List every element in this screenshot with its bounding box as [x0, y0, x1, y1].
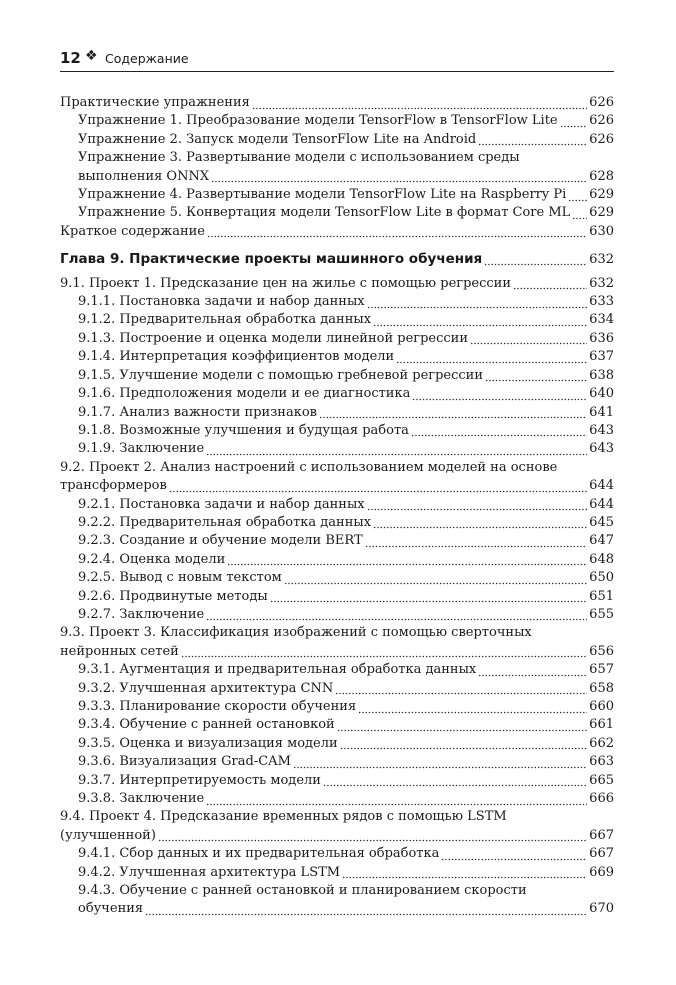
toc-entry[interactable]	[60, 311, 614, 329]
toc-entry-title: 9.2. Проект 2. Анализ настроений с использованием моделей на основе	[60, 459, 558, 475]
toc-entry[interactable]	[60, 149, 614, 186]
toc-entry-title: Глава 9. Практические проекты машинного обучения	[60, 251, 483, 268]
dot-leader	[513, 275, 587, 293]
toc-page-number: 658	[589, 680, 614, 696]
dot-leader	[284, 569, 587, 587]
toc-entry-title: 9.2.4. Оценка модели	[78, 551, 226, 567]
dot-leader	[478, 661, 587, 679]
toc-entry-line	[78, 204, 614, 222]
toc-page-number: 641	[589, 404, 614, 420]
toc-entry[interactable]	[60, 422, 614, 440]
toc-page-number: 656	[589, 643, 614, 659]
toc-entry[interactable]	[60, 404, 614, 422]
toc-entry[interactable]	[60, 94, 614, 112]
dot-leader	[441, 845, 587, 863]
toc-entry-line	[78, 404, 614, 422]
toc-entry-line	[78, 698, 614, 716]
toc-entry-line	[60, 827, 614, 845]
toc-page-number: 644	[589, 496, 614, 512]
dot-leader	[323, 772, 587, 790]
toc-entry-title: 9.3. Проект 3. Классификация изображений с помощью сверточных	[60, 625, 532, 641]
toc-entry-line	[60, 808, 614, 826]
toc-entry-line	[78, 753, 614, 771]
toc-entry-line	[78, 168, 614, 186]
dot-leader	[337, 716, 587, 734]
toc-entry-title: 9.4.3. Обучение с ранней остановкой и планированием скорости	[78, 883, 527, 899]
toc-page-number: 670	[589, 901, 614, 917]
toc-entry-line	[78, 311, 614, 329]
toc-page-number: 637	[589, 349, 614, 365]
dot-leader	[485, 367, 587, 385]
toc-page-number: 636	[589, 330, 614, 346]
toc-entry-title: Краткое содержание	[60, 223, 205, 239]
toc-entry-line	[78, 606, 614, 624]
toc-entry[interactable]	[60, 735, 614, 753]
toc-entry-line	[78, 348, 614, 366]
toc-entry[interactable]	[60, 514, 614, 532]
toc-entry-title: Упражнение 5. Конвертация модели TensorFlow Lite в формат Core ML	[78, 205, 571, 221]
toc-entry[interactable]	[60, 882, 614, 919]
toc-entry-line	[78, 514, 614, 532]
dot-leader	[270, 588, 588, 606]
toc-entry-line	[78, 882, 614, 900]
toc-page-number: 667	[589, 827, 614, 843]
dot-leader	[181, 643, 587, 661]
toc-entry-line	[78, 735, 614, 753]
toc-entry-title: Практические упражнения	[60, 95, 250, 110]
toc-page-number: 645	[589, 514, 614, 530]
toc-entry-line	[78, 661, 614, 679]
toc-entry-line	[78, 551, 614, 569]
toc-entry-line	[78, 864, 614, 882]
dot-leader	[367, 293, 588, 311]
running-header	[60, 45, 614, 72]
toc-entry-title: 9.1.5. Улучшение модели с помощью гребневой регрессии	[78, 367, 484, 383]
toc-page-number: 648	[589, 551, 614, 567]
dot-leader	[207, 223, 587, 241]
toc-entry-title: трансформеров	[60, 478, 167, 494]
toc-entry-title: 9.2.5. Вывод с новым текстом	[78, 570, 282, 586]
dot-leader	[342, 864, 587, 882]
table-of-contents	[60, 94, 614, 919]
toc-entry-line	[78, 131, 614, 149]
toc-entry-line	[78, 330, 614, 348]
toc-page-number: 643	[589, 441, 614, 457]
dot-leader	[335, 680, 587, 698]
toc-entry-title: 9.1. Проект 1. Предсказание цен на жилье с помощью регрессии	[60, 275, 511, 291]
toc-entry-title: 9.3.5. Оценка и визуализация модели	[78, 735, 338, 751]
toc-entry-title: обучения	[78, 901, 144, 917]
dot-leader	[206, 790, 587, 808]
toc-page-number: 640	[589, 386, 614, 402]
toc-page-number: 655	[589, 606, 614, 622]
toc-entry[interactable]	[60, 112, 614, 130]
toc-entry-title: выполнения ONNX	[78, 168, 210, 184]
toc-entry[interactable]	[60, 440, 614, 458]
toc-entry-title: 9.4. Проект 4. Предсказание временных рядов с помощью LSTM	[60, 809, 507, 825]
toc-entry-line	[78, 367, 614, 385]
dot-leader	[373, 311, 587, 329]
toc-entry-line	[78, 845, 614, 863]
toc-entry-title: 9.1.6. Предположения модели и ее диагностика	[78, 386, 411, 402]
toc-entry-title: 9.2.1. Постановка задачи и набор данных	[78, 496, 365, 512]
toc-page-number: 638	[589, 367, 614, 383]
toc-entry-line	[78, 149, 614, 167]
dot-leader	[365, 532, 588, 550]
toc-entry-title: 9.3.3. Планирование скорости обучения	[78, 699, 357, 714]
toc-entry-line	[78, 790, 614, 808]
toc-entry-title: (улучшенной)	[60, 827, 156, 843]
dot-leader	[572, 204, 587, 222]
chapter-heading[interactable]	[60, 250, 614, 269]
toc-page-number: 650	[589, 570, 614, 586]
toc-page-number: 663	[589, 754, 614, 770]
toc-entry[interactable]	[60, 606, 614, 624]
toc-page-number: 629	[589, 187, 614, 203]
dot-leader	[158, 827, 587, 845]
toc-entry[interactable]	[60, 348, 614, 366]
toc-page-number: 634	[589, 312, 614, 328]
toc-page-number: 626	[589, 113, 614, 129]
toc-entry-title: 9.2.3. Создание и обучение модели BERT	[78, 533, 363, 549]
dot-leader	[484, 250, 587, 269]
toc-entry-title: 9.2.7. Заключение	[78, 606, 205, 622]
toc-entry-title: 9.3.2. Улучшенная архитектура CNN	[78, 680, 334, 696]
toc-entry-title: Упражнение 4. Развертывание модели TensorFlow Lite на Raspberry Pi	[78, 187, 567, 203]
toc-entry-line	[78, 532, 614, 550]
toc-entry-line	[78, 385, 614, 403]
toc-entry[interactable]	[60, 698, 614, 716]
dot-leader	[568, 186, 587, 204]
toc-entry-line	[60, 459, 614, 477]
toc-page-number: 628	[589, 168, 614, 184]
toc-entry-line	[60, 250, 614, 269]
toc-entry-title: 9.4.1. Сбор данных и их предварительная обработка	[78, 846, 440, 862]
page-number: 12	[60, 49, 81, 67]
toc-entry-title: Упражнение 1. Преобразование модели TensorFlow в TensorFlow Lite	[78, 113, 558, 129]
toc-entry-line	[60, 94, 614, 112]
toc-entry-line	[78, 293, 614, 311]
toc-entry-line	[78, 716, 614, 734]
dot-leader	[145, 900, 587, 918]
dot-leader	[227, 551, 587, 569]
toc-entry[interactable]	[60, 459, 614, 496]
toc-entry-line	[78, 422, 614, 440]
toc-entry-title: 9.1.1. Постановка задачи и набор данных	[78, 294, 365, 310]
toc-entry[interactable]	[60, 275, 614, 293]
toc-page-number: 666	[589, 791, 614, 807]
dot-leader	[367, 496, 588, 514]
toc-entry[interactable]	[60, 753, 614, 771]
toc-entry[interactable]	[60, 716, 614, 734]
toc-page-number: 660	[589, 699, 614, 714]
toc-entry-title: нейронных сетей	[60, 643, 179, 659]
toc-entry-line	[60, 477, 614, 495]
toc-entry[interactable]	[60, 588, 614, 606]
toc-entry-title: 9.2.6. Продвинутые методы	[78, 588, 268, 604]
toc-entry[interactable]	[60, 204, 614, 222]
toc-entry[interactable]	[60, 569, 614, 587]
toc-entry-line	[60, 275, 614, 293]
toc-entry-line	[78, 772, 614, 790]
toc-entry-line	[78, 186, 614, 204]
dot-leader	[560, 112, 588, 130]
dot-leader	[252, 94, 587, 112]
dot-leader	[293, 753, 587, 771]
toc-page-number: 647	[589, 533, 614, 549]
toc-page-number: 632	[589, 252, 614, 268]
toc-entry-title: Упражнение 3. Развертывание модели с использованием среды	[78, 150, 520, 166]
dot-leader	[358, 698, 587, 716]
dot-leader	[396, 348, 587, 366]
dot-leader	[169, 477, 587, 495]
dot-leader	[478, 131, 587, 149]
toc-entry-title: 9.3.1. Аугментация и предварительная обработка данных	[78, 662, 477, 678]
toc-page-number: 651	[589, 588, 614, 604]
toc-page-number: 632	[589, 275, 614, 291]
toc-entry-line	[60, 643, 614, 661]
ornament-icon: ❖	[85, 48, 98, 64]
toc-entry-title: 9.1.9. Заключение	[78, 441, 205, 457]
toc-entry-line	[78, 440, 614, 458]
toc-entry-line	[78, 588, 614, 606]
toc-entry[interactable]	[60, 864, 614, 882]
toc-entry[interactable]	[60, 661, 614, 679]
dot-leader	[470, 330, 587, 348]
dot-leader	[340, 735, 587, 753]
toc-page-number: 665	[589, 772, 614, 788]
toc-page-number: 657	[589, 662, 614, 678]
toc-entry-line	[60, 223, 614, 241]
toc-entry[interactable]	[60, 772, 614, 790]
toc-entry[interactable]	[60, 223, 614, 241]
toc-entry[interactable]	[60, 624, 614, 661]
toc-entry[interactable]	[60, 790, 614, 808]
dot-leader	[373, 514, 587, 532]
toc-page-number: 644	[589, 478, 614, 494]
toc-entry-title: 9.3.6. Визуализация Grad-CAM	[78, 754, 291, 770]
toc-entry[interactable]	[60, 385, 614, 403]
toc-entry-title: Упражнение 2. Запуск модели TensorFlow Lite на Android	[78, 131, 477, 147]
toc-entry-title: 9.3.8. Заключение	[78, 791, 205, 807]
toc-entry[interactable]	[60, 808, 614, 845]
toc-entry[interactable]	[60, 330, 614, 348]
toc-page-number: 669	[589, 864, 614, 880]
dot-leader	[206, 440, 587, 458]
toc-entry[interactable]	[60, 845, 614, 863]
toc-entry-title: 9.4.2. Улучшенная архитектура LSTM	[78, 864, 341, 880]
toc-entry[interactable]	[60, 532, 614, 550]
dot-leader	[411, 422, 587, 440]
dot-leader	[319, 404, 587, 422]
toc-page-number: 633	[589, 294, 614, 310]
toc-entry-line	[78, 680, 614, 698]
toc-entry[interactable]	[60, 680, 614, 698]
toc-entry-title: 9.3.7. Интерпретируемость модели	[78, 772, 321, 788]
toc-entry[interactable]	[60, 367, 614, 385]
toc-entry-line	[78, 112, 614, 130]
toc-entry-title: 9.1.7. Анализ важности признаков	[78, 404, 317, 420]
toc-entry-title: 9.2.2. Предварительная обработка данных	[78, 514, 372, 530]
toc-page-number: 629	[589, 205, 614, 221]
toc-entry-title: 9.1.4. Интерпретация коэффициентов модели	[78, 349, 395, 365]
toc-entry-title: 9.1.3. Построение и оценка модели линейной регрессии	[78, 330, 468, 346]
toc-page-number: 626	[589, 131, 614, 147]
toc-entry[interactable]	[60, 496, 614, 514]
toc-entry-title: 9.1.2. Предварительная обработка данных	[78, 312, 372, 328]
toc-entry[interactable]	[60, 131, 614, 149]
toc-entry-title: 9.1.8. Возможные улучшения и будущая работа	[78, 422, 409, 438]
running-title: Содержание	[105, 51, 189, 66]
toc-page-number: 667	[589, 846, 614, 862]
toc-page-number: 643	[589, 422, 614, 438]
dot-leader	[206, 606, 587, 624]
toc-page-number: 661	[589, 717, 614, 733]
toc-entry[interactable]	[60, 293, 614, 311]
toc-entry[interactable]	[60, 186, 614, 204]
toc-entry[interactable]	[60, 551, 614, 569]
toc-page-number: 626	[589, 95, 614, 110]
toc-entry-line	[78, 569, 614, 587]
toc-entry-line	[78, 900, 614, 918]
toc-page-number: 630	[589, 223, 614, 239]
toc-entry-line	[78, 496, 614, 514]
toc-entry-line	[60, 624, 614, 642]
dot-leader	[412, 385, 587, 403]
toc-page-number: 662	[589, 735, 614, 751]
dot-leader	[211, 168, 587, 186]
toc-entry-title: 9.3.4. Обучение с ранней остановкой	[78, 717, 335, 733]
